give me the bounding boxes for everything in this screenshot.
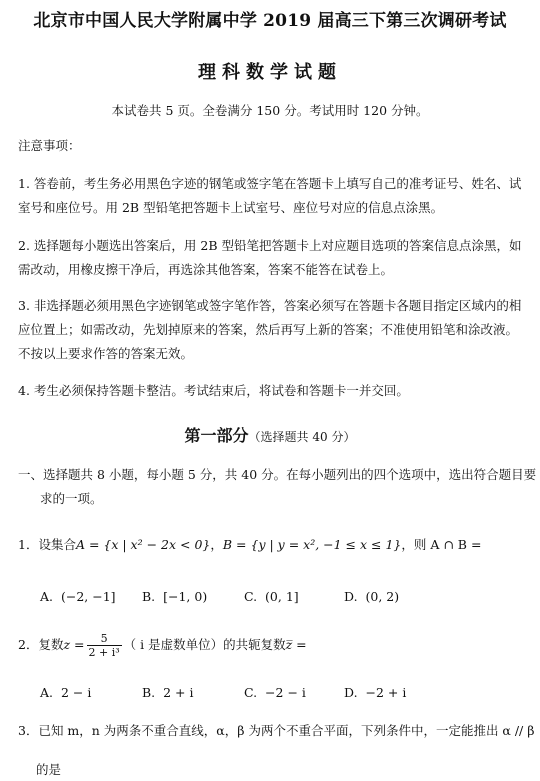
q2-z-eq: z = bbox=[63, 637, 85, 652]
q2-option-b-label: B. bbox=[142, 685, 156, 700]
notice-item-2-line-2: 需改动，用橡皮擦干净后，再选涂其他答案，答案不能答在试卷上。 bbox=[18, 262, 394, 277]
q1-option-d bbox=[344, 589, 399, 605]
notice-item-3-line-3: 不按以上要求作答的答案无效。 bbox=[18, 346, 194, 361]
question-2 bbox=[18, 630, 307, 660]
q2-option-a-label: A. bbox=[40, 685, 54, 700]
q2-ask: z̅ = bbox=[285, 637, 307, 652]
q1-option-c-label: C. bbox=[244, 589, 258, 604]
question-1 bbox=[18, 537, 481, 553]
section-instruction-line-1: 一、选择题共 8 小题，每小题 5 分，共 40 分。在每小题列出的四个选项中，选出符合题目要 bbox=[18, 467, 537, 482]
notice-item-1-line-1: 1. 答卷前，考生务必用黑色字迹的钢笔或签字笔在答题卡上填写自己的准考证号、姓名、试 bbox=[18, 176, 522, 191]
q1-option-b bbox=[142, 589, 207, 605]
q2-option-d bbox=[344, 685, 406, 701]
q2-option-a-value: 2 − i bbox=[60, 685, 92, 700]
q2-prefix: 2．复数 bbox=[18, 637, 64, 652]
q1-separator: ， bbox=[210, 537, 223, 552]
q2-option-d-value: −2 + i bbox=[365, 685, 407, 700]
q1-ask: ，则 A ∩ B = bbox=[401, 537, 482, 552]
section-note: （选择题共 40 分） bbox=[248, 430, 356, 444]
intro-text: 本试卷共 5 页。全卷满分 150 分。考试用时 120 分钟。 bbox=[111, 103, 429, 118]
section-heading bbox=[0, 428, 540, 445]
notice-item-3-line-2: 应位置上；如需改动，先划掉原来的答案，然后再写上新的答案；不准使用铅笔和涂改液。 bbox=[18, 322, 519, 337]
section-instruction-line-2: 求的一项。 bbox=[40, 491, 103, 506]
q1-option-b-value: [−1, 0) bbox=[163, 589, 208, 604]
q1-option-a-label: A. bbox=[40, 589, 54, 604]
section-title: 第一部分 bbox=[184, 426, 249, 445]
q1-set-b: B = {y | y = x², −1 ≤ x ≤ 1} bbox=[222, 537, 402, 552]
notice-heading: 注意事项： bbox=[18, 138, 81, 153]
q1-prefix: 1．设集合 bbox=[18, 537, 76, 552]
notice-item-4-line-1: 4. 考生必须保持答题卡整洁。考试结束后，将试卷和答题卡一并交回。 bbox=[18, 383, 409, 398]
notice-item-2-line-1: 2. 选择题每小题选出答案后，用 2B 型铅笔把答题卡上对应题目选项的答案信息点涂黑，如 bbox=[18, 238, 522, 253]
q2-option-a bbox=[40, 685, 91, 701]
q2-numerator: 5 bbox=[87, 632, 122, 646]
q2-note: （ i 是虚数单位）的共轭复数 bbox=[123, 637, 286, 652]
q1-option-d-value: (0, 2) bbox=[365, 589, 400, 604]
exam-title: 北京市中国人民大学附属中学 2019 届高三下第三次调研考试 bbox=[33, 11, 507, 31]
q1-option-a bbox=[40, 589, 116, 605]
notice-item-1-line-2: 室号和座位号。用 2B 型铅笔把答题卡上试室号、座位号对应的信息点涂黑。 bbox=[18, 200, 444, 215]
q2-option-d-label: D. bbox=[344, 685, 358, 700]
q1-option-b-label: B. bbox=[142, 589, 156, 604]
q1-option-a-value: (−2, −1] bbox=[60, 589, 116, 604]
q1-option-d-label: D. bbox=[344, 589, 358, 604]
q1-option-c-value: (0, 1] bbox=[265, 589, 299, 604]
notice-item-3-line-1: 3. 非选择题必须用黑色字迹钢笔或签字笔作答，答案必须写在答题卡各题目指定区域内的相 bbox=[18, 298, 522, 313]
q2-denominator: 2 + i³ bbox=[88, 646, 120, 659]
exam-subtitle: 理科数学试题 bbox=[198, 62, 342, 83]
q2-option-c-value: −2 − i bbox=[265, 685, 306, 700]
q2-option-c-label: C. bbox=[244, 685, 258, 700]
q2-fraction bbox=[87, 632, 122, 659]
q2-option-b bbox=[142, 685, 194, 701]
q2-option-c bbox=[244, 685, 306, 701]
q2-option-b-value: 2 + i bbox=[163, 685, 194, 700]
question-3-line-1: 3．已知 m，n 为两条不重合直线，α，β 为两个不重合平面，下列条件中，一定能推出 α // β bbox=[18, 723, 535, 738]
question-3-line-2: 的是 bbox=[36, 762, 62, 777]
q1-set-a: A = {x | x² − 2x < 0} bbox=[75, 537, 211, 552]
q1-option-c bbox=[244, 589, 299, 605]
